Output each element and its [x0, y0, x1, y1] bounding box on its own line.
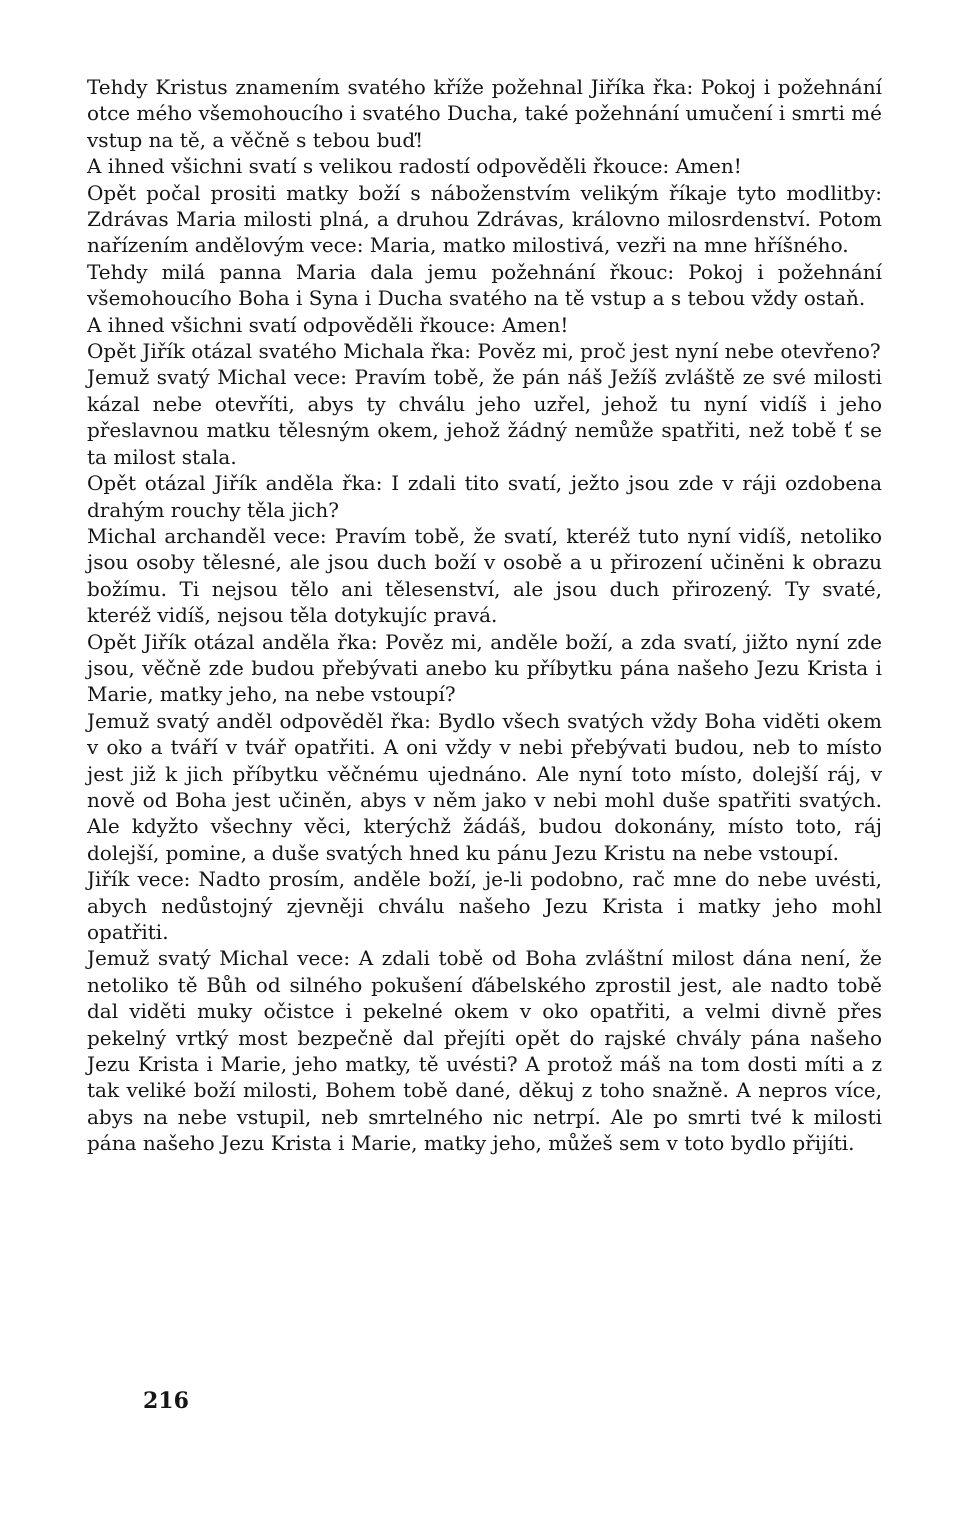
paragraph: Michal archanděl vece: Pravím tobě, že svatí, kteréž tuto nyní vidíš, netoliko jsou osoby tělesné, ale jsou duch boží v osobě a u přirození učiněni k obrazu božímu. Ti nejsou tělo ani tělesenství, ale jsou duch přirozený. Ty svaté, kteréž vidíš, nejsou těla dotykujíc pravá.	[87, 523, 882, 628]
paragraph: Opět Jiřík otázal anděla řka: Pověz mi, anděle boží, a zda svatí, jižto nyní zde jsou, věčně zde budou přebývati anebo ku příbytku pána našeho Jezu Krista i Marie, matky jeho, na nebe vstoupí?	[87, 629, 882, 707]
paragraph: Opět počal prositi matky boží s náboženstvím velikým říkaje tyto modlitby: Zdrávas Maria milosti plná, a druhou Zdrávas, královno milosrdenství. Potom nařízením andělovým vece: Maria, matko milostivá, vezři na mne hříšného.	[87, 180, 882, 258]
paragraph: Tehdy Kristus znamením svatého kříže požehnal Jiříka řka: Pokoj i požehnání otce mého všemohoucího i svatého Ducha, také požehnání umučení i smrti mé vstup na tě, a věčně s tebou buď!	[87, 75, 883, 152]
paragraph: Jemuž svatý anděl odpověděl řka: Bydlo všech svatých vždy Boha viděti okem v oko a tváří v tvář opatřiti. A oni vždy v nebi přebývati budou, neb to místo jest již k jich příbytku věčnému ujednáno. Ale nyní toto místo, dolejší ráj, v nově od Boha jest učiněn, abys v něm jako v nebi mohl duše spatřiti svatých. Ale kdyžto všechny věci, kterýchž žádáš, budou dokonány, místo toto, ráj dolejší, pomine, a duše svatých hned ku pánu Jezu Kristu na nebe vstoupí.	[87, 708, 882, 865]
paragraph: Jiřík vece: Nadto prosím, anděle boží, je-li podobno, rač mne do nebe uvésti, abych nedůstojný zjevněji chválu našeho Jezu Krista i matky jeho mohl opatřiti.	[87, 867, 882, 944]
paragraph: Opět Jiřík otázal svatého Michala řka: Pověz mi, proč jest nyní nebe otevřeno?	[87, 339, 881, 364]
paragraph: A ihned všichni svatí odpověděli řkouce: Amen!	[87, 312, 569, 337]
paragraph: Jemuž svatý Michal vece: Pravím tobě, že pán náš Ježíš zvláště ze své milosti kázal nebe otevříti, abys ty chválu jeho uzřel, jehož tu nyní vidíš i jeho přeslavnou matku tělesným okem, jehož žádný nemůže spatřiti, než tobě ť se ta milost stala.	[87, 365, 882, 469]
paragraph: Jemuž svatý Michal vece: A zdali tobě od Boha zvláštní milost dána není, že netoliko tě Bůh od silného pokušení ďábelského zprostil jest, ale nadto tobě dal viděti muky očistce i pekelné okem v oko opatřiti, a velmi divně přes pekelný vrtký most bezpečně dal přejíti opět do rajské chvály pána našeho Jezu Krista i Marie, jeho matky, tě uvésti? A protož máš na tom dosti míti a z tak veliké boží milosti, Bohem tobě dané, děkuj z toho snažně. A nepros více, abys na nebe vstupil, neb smrtelného nic netrpí. Ale po smrti tvé k milosti pána našeho Jezu Krista i Marie, matky jeho, můžeš sem v toto bydlo přijíti.	[87, 946, 882, 1156]
page-text	[87, 74, 882, 1157]
paragraph: A ihned všichni svatí s velikou radostí odpověděli řkouce: Amen!	[87, 154, 742, 179]
page-number: 216	[143, 1388, 189, 1414]
paragraph: Tehdy milá panna Maria dala jemu požehnání řkouc: Pokoj i požehnání všemohoucího Boha i Syna i Ducha svatého na tě vstup a s tebou vždy ostaň.	[87, 259, 882, 311]
paragraph: Opět otázal Jiřík anděla řka: I zdali tito svatí, ježto jsou zde v ráji ozdobena drahým rouchy těla jich?	[87, 471, 882, 522]
